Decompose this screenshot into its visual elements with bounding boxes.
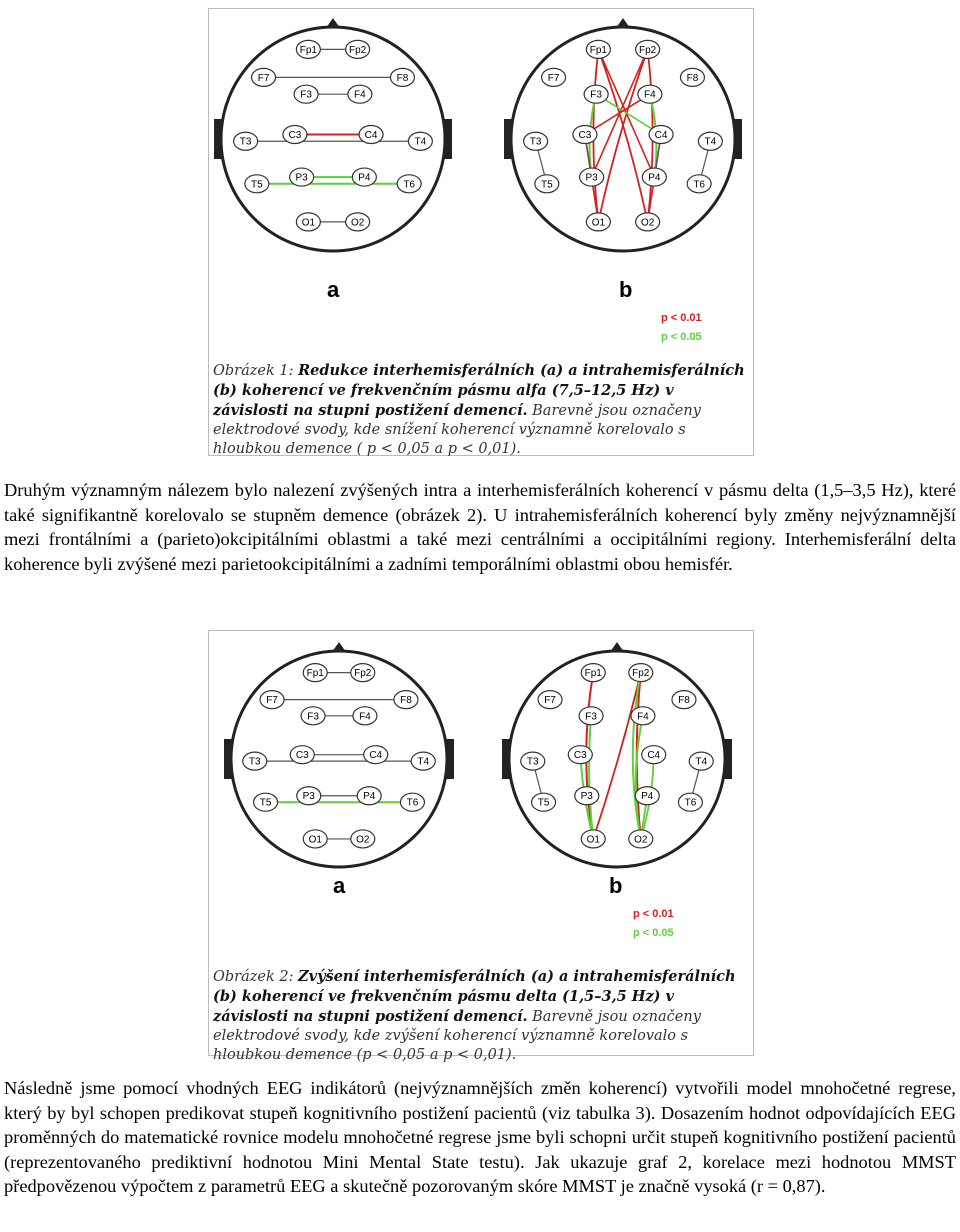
figure-1-caption-label: Obrázek 1: — [213, 363, 294, 379]
electrode-fp2 — [346, 40, 370, 58]
svg-text:C4: C4 — [654, 130, 668, 142]
electrode-f8 — [394, 691, 418, 709]
figure-2-head-a — [224, 642, 454, 867]
svg-text:T6: T6 — [403, 179, 415, 191]
electrode-f8 — [680, 68, 704, 86]
electrode-fp1 — [296, 40, 320, 58]
electrode-fp2 — [636, 40, 660, 58]
electrode-o2 — [636, 213, 660, 231]
electrode-t4 — [689, 752, 713, 770]
right-ear-icon — [724, 739, 732, 779]
figure-1-head-a — [214, 18, 452, 251]
figure-1-heads — [214, 18, 742, 251]
right-ear-icon — [734, 119, 742, 159]
connection-line — [598, 49, 647, 221]
connection-line — [598, 49, 647, 221]
left-ear-icon — [224, 739, 232, 779]
svg-text:C3: C3 — [573, 750, 587, 762]
electrode-f3 — [579, 707, 603, 725]
electrode-t5 — [254, 793, 278, 811]
figure-1-caption-bold: Redukce interhemisferálních (a) a intrahemisferálních (b) koherencí ve frekvenčním pásmu alfa (7,5–12,5 Hz) v závislosti na stupni postižení demencí. — [213, 362, 745, 419]
svg-text:T5: T5 — [541, 179, 553, 191]
svg-text:F8: F8 — [400, 695, 412, 707]
svg-text:Fp1: Fp1 — [589, 44, 607, 56]
svg-text:C4: C4 — [647, 750, 661, 762]
svg-text:T6: T6 — [693, 179, 705, 191]
svg-text:O1: O1 — [308, 834, 322, 846]
electrode-c3 — [290, 746, 314, 764]
svg-text:T4: T4 — [704, 136, 717, 148]
electrode-p3 — [290, 168, 314, 186]
nose-icon — [616, 18, 630, 28]
svg-text:O1: O1 — [301, 217, 316, 229]
figure-1-legend-green: p < 0.05 — [661, 331, 702, 343]
svg-text:F8: F8 — [396, 72, 409, 84]
electrode-t6 — [678, 793, 702, 811]
svg-text:P3: P3 — [585, 172, 598, 184]
svg-text:P3: P3 — [580, 791, 593, 803]
figure-1-panel-b-label: b — [619, 277, 633, 302]
svg-text:O2: O2 — [634, 834, 648, 846]
electrode-t3 — [524, 132, 548, 150]
svg-text:F3: F3 — [590, 89, 602, 101]
left-ear-icon — [504, 119, 512, 159]
electrode-o1 — [581, 830, 605, 848]
electrode-f3 — [584, 85, 608, 103]
svg-text:C4: C4 — [369, 750, 383, 762]
electrode-f4 — [631, 707, 655, 725]
figure-2-caption-label: Obrázek 2: — [213, 969, 294, 985]
electrode-c4 — [359, 126, 383, 144]
electrode-o2 — [351, 830, 375, 848]
electrode-c4 — [642, 746, 666, 764]
svg-text:F3: F3 — [300, 89, 312, 101]
svg-text:T4: T4 — [695, 756, 708, 768]
figure-1-panel-a-label: a — [327, 277, 340, 302]
svg-text:T6: T6 — [406, 797, 419, 809]
figure-2-head-b — [502, 642, 732, 867]
svg-text:F7: F7 — [266, 695, 278, 707]
electrode-f7 — [260, 691, 284, 709]
electrode-p3 — [580, 168, 604, 186]
figure-2-heads — [224, 642, 732, 867]
svg-text:F7: F7 — [257, 72, 270, 84]
electrode-f8 — [390, 68, 414, 86]
electrode-c3 — [573, 126, 597, 144]
svg-text:F8: F8 — [678, 695, 690, 707]
electrode-t6 — [397, 175, 421, 193]
electrode-p4 — [352, 168, 376, 186]
svg-text:T4: T4 — [414, 136, 427, 148]
figure-2 — [208, 630, 754, 1063]
electrode-fp1 — [303, 664, 327, 682]
electrode-c3 — [283, 126, 307, 144]
left-ear-icon — [214, 119, 222, 159]
svg-text:T3: T3 — [248, 756, 261, 768]
svg-text:Fp2: Fp2 — [354, 668, 372, 680]
svg-text:F4: F4 — [359, 711, 371, 723]
svg-text:Fp1: Fp1 — [299, 44, 317, 56]
svg-text:Fp2: Fp2 — [349, 44, 367, 56]
figure-2-caption-bold: Zvýšení interhemisferálních (a) a intrahemisferálních (b) koherencí ve frekvenčním pásmu delta (1,5–3,5 Hz) v závislosti na stupni postižení demencí. — [213, 968, 736, 1025]
electrode-p4 — [357, 787, 381, 805]
svg-text:C3: C3 — [295, 750, 309, 762]
electrode-fp2 — [629, 664, 653, 682]
svg-text:F4: F4 — [644, 89, 656, 101]
electrode-f3 — [294, 85, 318, 103]
figure-1-caption — [213, 361, 751, 459]
svg-text:T6: T6 — [684, 797, 697, 809]
svg-text:Fp2: Fp2 — [639, 44, 657, 56]
electrode-f4 — [353, 707, 377, 725]
paragraph-2: Následně jsme pomocí vhodných EEG indikátorů (nejvýznamnějších změn koherencí) vytvořili model mnohočetné regrese, který by byl schopen predikovat stupeň kognitivního postižení pacientů (viz tabulka 3). Dosazením hodnot odpovídajících EEG proměnných do matematické rovnice modelu mnohočetné regrese jsme byli schopni určit stupeň kognitivního postižení pacientů (reprezentovaného prediktivní hodnotou Mini Mental State testu). Jak ukazuje graf 2, korelace mezi hodnotou MMST předpovězenou výpočtem z parametrů EEG a skutečně pozorovaným skóre MMST je značně vysoká (r = 0,87). — [4, 1078, 956, 1197]
electrode-t3 — [234, 132, 258, 150]
electrode-o2 — [629, 830, 653, 848]
figure-2-legend-green: p < 0.05 — [633, 927, 674, 939]
electrode-c3 — [568, 746, 592, 764]
electrode-fp1 — [581, 664, 605, 682]
electrode-t4 — [408, 132, 432, 150]
electrode-t3 — [521, 752, 545, 770]
svg-text:O2: O2 — [350, 217, 365, 229]
electrode-f4 — [348, 85, 372, 103]
svg-text:P4: P4 — [358, 172, 371, 184]
right-ear-icon — [444, 119, 452, 159]
electrode-t5 — [535, 175, 559, 193]
svg-text:T3: T3 — [526, 756, 539, 768]
electrode-t3 — [243, 752, 267, 770]
electrode-f3 — [301, 707, 325, 725]
figure-2-caption-rest: Barevně jsou označeny elektrodové svody, kde zvýšení koherencí významně korelovalo s hloubkou demence (p < 0,05 a p < 0,01). — [213, 1009, 701, 1063]
electrode-t6 — [687, 175, 711, 193]
svg-text:P4: P4 — [641, 791, 654, 803]
nose-icon — [610, 642, 624, 652]
svg-text:F8: F8 — [686, 72, 699, 84]
svg-text:O1: O1 — [586, 834, 600, 846]
svg-text:T5: T5 — [537, 797, 550, 809]
electrode-f8 — [672, 691, 696, 709]
electrode-o1 — [586, 213, 610, 231]
svg-text:F7: F7 — [544, 695, 556, 707]
svg-text:T3: T3 — [529, 136, 542, 148]
svg-text:C3: C3 — [578, 130, 592, 142]
svg-text:P4: P4 — [363, 791, 376, 803]
electrode-o2 — [346, 213, 370, 231]
svg-text:C4: C4 — [364, 130, 378, 142]
figure-1-diagram — [209, 9, 753, 349]
electrode-c4 — [364, 746, 388, 764]
electrode-fp2 — [351, 664, 375, 682]
svg-text:F4: F4 — [637, 711, 649, 723]
electrode-t6 — [400, 793, 424, 811]
electrode-f7 — [538, 691, 562, 709]
svg-text:O2: O2 — [640, 217, 655, 229]
svg-text:P4: P4 — [648, 172, 661, 184]
electrode-t5 — [532, 793, 556, 811]
electrode-f7 — [252, 68, 276, 86]
svg-text:T5: T5 — [251, 179, 263, 191]
svg-text:P3: P3 — [295, 172, 308, 184]
svg-text:P3: P3 — [302, 791, 315, 803]
electrode-t4 — [698, 132, 722, 150]
figure-2-diagram — [209, 631, 753, 957]
svg-text:F3: F3 — [585, 711, 597, 723]
electrode-c4 — [649, 126, 673, 144]
svg-text:O1: O1 — [591, 217, 606, 229]
svg-text:T4: T4 — [417, 756, 430, 768]
svg-text:Fp1: Fp1 — [306, 668, 324, 680]
svg-text:T3: T3 — [239, 136, 252, 148]
electrode-o1 — [296, 213, 320, 231]
svg-text:Fp2: Fp2 — [632, 668, 650, 680]
electrode-p3 — [575, 787, 599, 805]
nose-icon — [326, 18, 340, 28]
electrode-f4 — [638, 85, 662, 103]
svg-text:C3: C3 — [288, 130, 302, 142]
figure-2-legend-red: p < 0.01 — [633, 908, 674, 920]
svg-text:F7: F7 — [547, 72, 560, 84]
figure-1-head-b — [504, 18, 742, 251]
svg-text:T5: T5 — [259, 797, 272, 809]
left-ear-icon — [502, 739, 510, 779]
svg-text:F4: F4 — [354, 89, 366, 101]
electrode-p4 — [642, 168, 666, 186]
electrode-fp1 — [586, 40, 610, 58]
electrode-f7 — [542, 68, 566, 86]
paragraph-1: Druhým významným nálezem bylo nalezení zvýšených intra a interhemisferálních koherencí v pásmu delta (1,5–3,5 Hz), které také signifikantně korelovalo se stupněm demence (obrázek 2). U intrahemisferálních koherencí byly změny nejvýznamnější mezi frontálními a (parieto)okcipitálními oblastmi a také mezi centrálními a occipitálními regiony. Interhemisferální delta koherence byli zvýšené mezi parietookcipitálními a zadními temporálními oblastmi obou hemisfér. — [4, 480, 956, 574]
electrode-p4 — [635, 787, 659, 805]
svg-text:O2: O2 — [356, 834, 370, 846]
figure-2-panel-a-label: a — [333, 873, 346, 898]
figure-1-legend-red: p < 0.01 — [661, 312, 702, 324]
svg-text:Fp1: Fp1 — [584, 668, 602, 680]
electrode-t4 — [411, 752, 435, 770]
figure-1-caption-rest: Barevně jsou označeny elektrodové svody, kde snížení koherencí významně korelovalo s hloubkou demence ( p < 0,05 a p < 0,01). — [213, 403, 701, 457]
electrode-o1 — [303, 830, 327, 848]
svg-text:F3: F3 — [307, 711, 319, 723]
electrode-p3 — [297, 787, 321, 805]
figure-2-caption — [213, 967, 751, 1065]
electrode-t5 — [245, 175, 269, 193]
right-ear-icon — [446, 739, 454, 779]
figure-1 — [208, 8, 754, 456]
figure-2-panel-b-label: b — [609, 873, 623, 898]
nose-icon — [332, 642, 346, 652]
